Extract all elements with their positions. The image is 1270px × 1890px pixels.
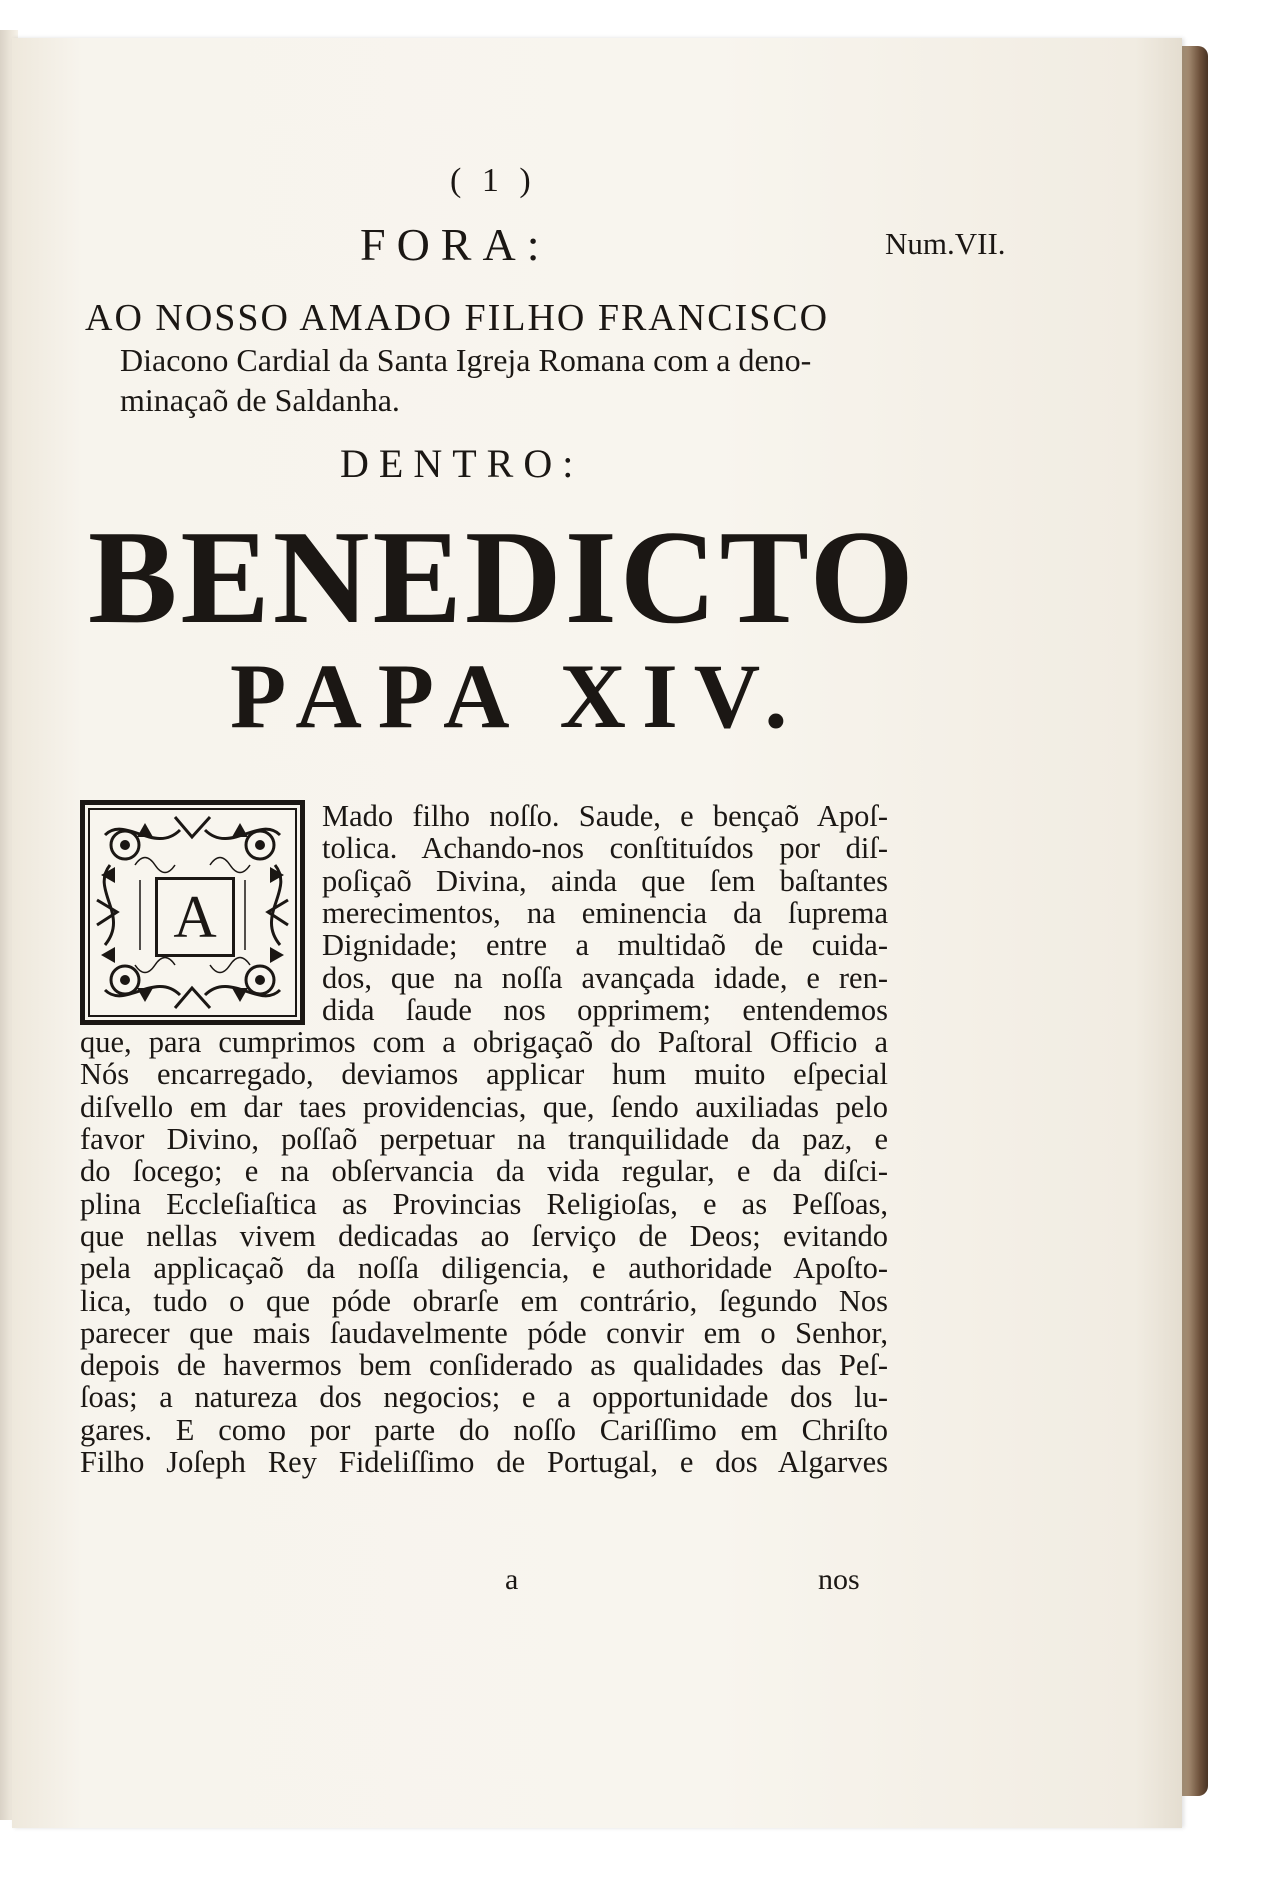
initial-letter: A [155, 877, 235, 957]
pope-title-subtitle: PAPA XIV. [230, 645, 804, 747]
pope-name-title: BENEDICTO [88, 503, 917, 651]
body-line: que nellas vivem dedicadas ao ſerviço de Deos; evitando [80, 1218, 888, 1253]
body-line: dida ſaude nos opprimem; entendemos [322, 992, 888, 1027]
body-line: depois de havermos bem conſiderado as qualidades das Peſ- [80, 1348, 888, 1383]
body-line: Filho Joſeph Rey Fideliſſimo de Portugal, e dos Algarves [80, 1445, 888, 1479]
dentro-heading: DENTRO: [340, 441, 584, 486]
body-line: favor Divino, poſſaõ perpetuar na tranquilidade da paz, e [80, 1122, 888, 1156]
body-line: Dignidade; entre a multidaõ de cuida- [322, 928, 888, 963]
body-line: dos, que na noſſa avançada idade, e ren- [322, 960, 888, 995]
address-line-1: AO NOSSO AMADO FILHO FRANCISCO [85, 297, 830, 339]
body-line: que, para cumprimos com a obrigaçaõ do Paſtoral Officio a [80, 1025, 888, 1060]
body-line: Nós encarregado, deviamos applicar hum muito eſpecial [80, 1057, 888, 1092]
body-line: pela applicaçaõ da noſſa diligencia, e authoridade Apoſto- [80, 1251, 888, 1286]
body-line: diſvello em dar taes providencias, que, ſendo auxiliadas pelo [80, 1089, 888, 1124]
address-line-3: minaçaõ de Saldanha. [120, 382, 400, 418]
body-line: Mado filho noſſo. Saude, e bençaõ Apoſ- [322, 799, 888, 833]
document-number: Num.VII. [885, 226, 1006, 261]
body-line: tolica. Achando-nos conſtituídos por diſ- [322, 831, 888, 866]
body-line: do ſocego; e na obſervancia da vida regular, e da diſci- [80, 1154, 888, 1189]
decorated-initial [80, 800, 305, 1025]
body-line: parecer que mais ſaudavelmente póde convir em o Senhor, [80, 1315, 888, 1350]
signature-mark: a [505, 1563, 519, 1596]
body-line: merecimentos, na eminencia da ſuprema [322, 895, 888, 930]
page-number: ( 1 ) [450, 162, 537, 199]
body-line: lica, tudo o que póde obrarſe em contrário, ſegundo Nos [80, 1283, 888, 1318]
body-line: gares. E como por parte do noſſo Cariſſimo em Chriſto [80, 1412, 888, 1447]
fora-heading: FORA: [360, 219, 551, 270]
catchword: nos [818, 1563, 860, 1596]
body-line: ſoas; a natureza dos negocios; e a opportunidade dos lu- [80, 1380, 888, 1415]
address-line-2: Diacono Cardial da Santa Igreja Romana com a deno- [120, 342, 812, 378]
body-line: plina Eccleſiaſtica as Provincias Religioſas, e as Peſſoas, [80, 1186, 888, 1221]
body-line: poſiçaõ Divina, ainda que ſem baſtantes [322, 863, 888, 898]
